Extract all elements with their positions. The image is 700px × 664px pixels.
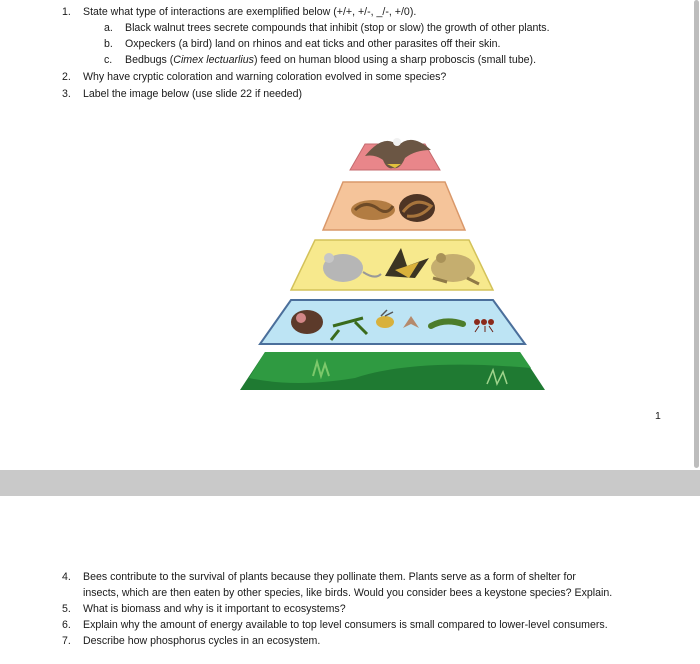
item-letter: a. [104,22,113,34]
item-text: Bedbugs (Cimex lectuarlius) feed on human blood using a sharp proboscis (small tube). [125,54,537,66]
pyramid-level-primary-consumers [291,240,493,290]
question-text: What is biomass and why is it important to ecosystems? [83,603,346,615]
question-number: 6. [62,619,71,631]
item-text: Oxpeckers (a bird) land on rhinos and eat ticks and other parasites off their skin. [125,38,501,50]
question-text: State what type of interactions are exemplified below (+/+, +/-, _/-, +/0). [83,6,417,18]
mouse-icon [291,310,323,334]
pyramid-level-tertiary-consumers [350,138,440,170]
item-letter: c. [104,54,113,66]
ecological-pyramid-image [235,126,555,394]
pyramid-level-producers [240,352,545,390]
question-text: Label the image below (use slide 22 if needed) [83,88,303,100]
question-text: Bees contribute to the survival of plants because they pollinate them. Plants serve as a form of shelter for [83,571,576,583]
item-letter: b. [104,38,113,50]
question-text: Explain why the amount of energy available to top level consumers is small compared to lower-level consumers. [83,619,608,631]
question-number: 5. [62,603,71,615]
question-number: 2. [62,71,71,83]
question-text: Why have cryptic coloration and warning coloration evolved in some species? [83,71,447,83]
species-name: Cimex lectuarlius [173,54,254,66]
question-text: insects, which are then eaten by other species, like birds. Would you consider bees a keystone species? Explain. [83,587,613,599]
question-text: Describe how phosphorus cycles in an ecosystem. [83,635,321,647]
question-number: 3. [62,88,71,100]
question-number: 4. [62,571,71,583]
scrollbar[interactable] [694,0,699,468]
item-text: Black walnut trees secrete compounds that inhibit (stop or slow) the growth of other plants. [125,22,550,34]
question-number: 7. [62,635,71,647]
pyramid-level-herbivores [260,300,525,344]
page-number: 1 [655,410,661,422]
page-separator [0,470,700,496]
document-page-2 [0,496,692,664]
snake-icon [351,200,395,220]
question-number: 1. [62,6,71,18]
pyramid-level-secondary-consumers [323,182,465,230]
snake-icon [399,194,435,222]
